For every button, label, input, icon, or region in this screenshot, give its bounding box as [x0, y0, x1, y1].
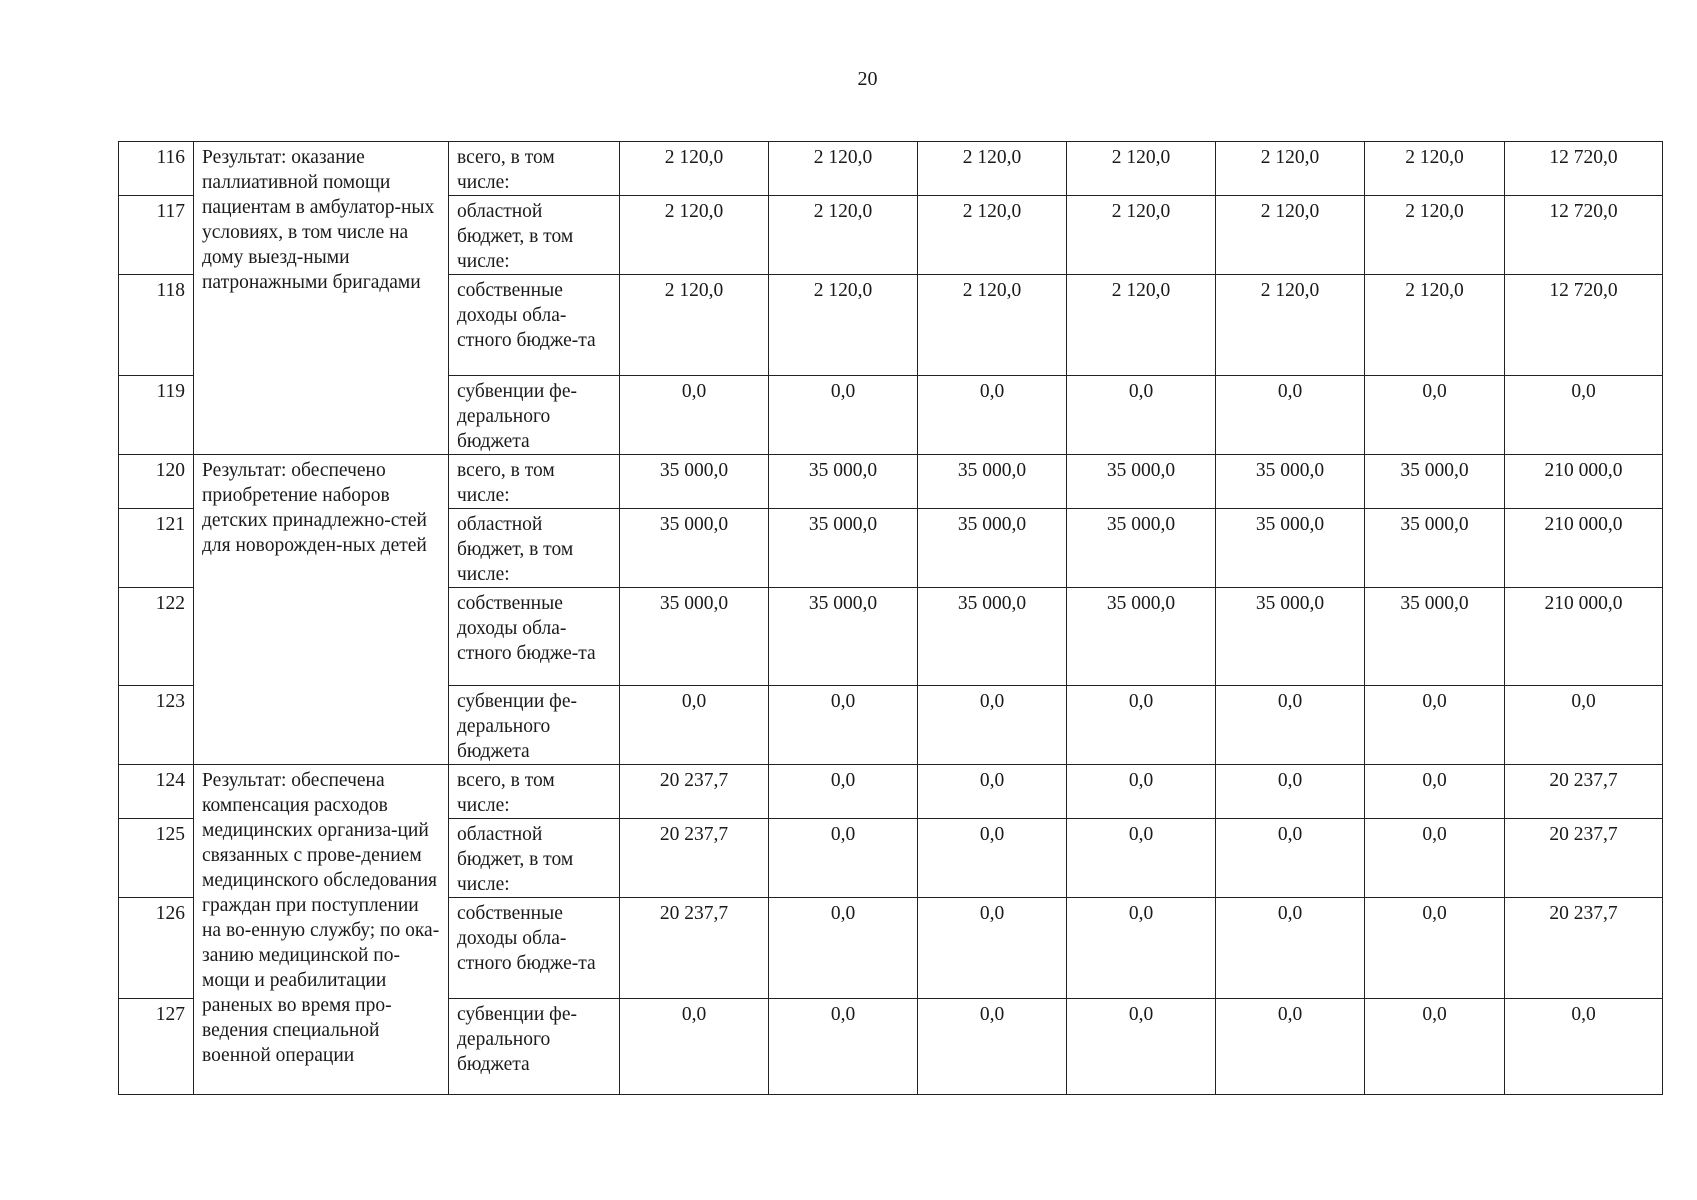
table-row — [119, 455, 1663, 509]
funding-category: собственные доходы обла-стного бюдже-та — [449, 275, 620, 376]
value-cell: 35 000,0 — [620, 455, 769, 509]
value-cell: 2 120,0 — [1067, 196, 1216, 275]
value-cell: 0,0 — [1067, 686, 1216, 765]
value-cell: 2 120,0 — [620, 196, 769, 275]
value-cell: 0,0 — [1365, 765, 1505, 819]
value-cell: 2 120,0 — [918, 275, 1067, 376]
value-cell: 20 237,7 — [620, 898, 769, 999]
value-cell: 2 120,0 — [769, 196, 918, 275]
value-cell: 0,0 — [769, 765, 918, 819]
value-cell: 2 120,0 — [769, 142, 918, 196]
value-cell: 35 000,0 — [1216, 509, 1365, 588]
total-cell: 12 720,0 — [1505, 275, 1663, 376]
total-cell: 12 720,0 — [1505, 142, 1663, 196]
total-cell: 210 000,0 — [1505, 455, 1663, 509]
funding-category: субвенции фе-дерального бюджета — [449, 376, 620, 455]
value-cell: 0,0 — [1365, 376, 1505, 455]
value-cell: 0,0 — [1216, 898, 1365, 999]
row-number: 116 — [119, 142, 194, 196]
row-number: 122 — [119, 588, 194, 686]
value-cell: 0,0 — [620, 686, 769, 765]
value-cell: 2 120,0 — [1067, 275, 1216, 376]
value-cell: 0,0 — [918, 765, 1067, 819]
row-number: 124 — [119, 765, 194, 819]
value-cell: 0,0 — [918, 819, 1067, 898]
value-cell: 0,0 — [1067, 376, 1216, 455]
value-cell: 35 000,0 — [620, 509, 769, 588]
value-cell: 35 000,0 — [769, 455, 918, 509]
value-cell: 0,0 — [1365, 898, 1505, 999]
value-cell: 2 120,0 — [1216, 275, 1365, 376]
value-cell: 0,0 — [1216, 999, 1365, 1095]
funding-category: всего, в том числе: — [449, 455, 620, 509]
value-cell: 2 120,0 — [918, 142, 1067, 196]
value-cell: 2 120,0 — [1365, 142, 1505, 196]
value-cell: 2 120,0 — [1216, 196, 1365, 275]
funding-category: всего, в том числе: — [449, 142, 620, 196]
result-description: Результат: оказание паллиативной помощи пациентам в амбулатор-ных условиях, в том числе на дому выезд-ными патронажными бригадами — [194, 142, 449, 455]
result-description: Результат: обеспечена компенсация расходов медицинских организа-ций связанных с прове-дением медицинского обследования граждан при поступлении на во-енную службу; по ока-занию медицинской по-мощи и реабилитации раненых во время про-ведения специальной военной операции — [194, 765, 449, 1095]
row-number: 126 — [119, 898, 194, 999]
value-cell: 35 000,0 — [620, 588, 769, 686]
value-cell: 0,0 — [918, 686, 1067, 765]
value-cell: 0,0 — [620, 376, 769, 455]
value-cell: 2 120,0 — [620, 142, 769, 196]
value-cell: 0,0 — [1067, 898, 1216, 999]
row-number: 119 — [119, 376, 194, 455]
value-cell: 0,0 — [1216, 819, 1365, 898]
row-number: 123 — [119, 686, 194, 765]
funding-category: областной бюджет, в том числе: — [449, 196, 620, 275]
value-cell: 0,0 — [769, 819, 918, 898]
value-cell: 0,0 — [1365, 686, 1505, 765]
value-cell: 0,0 — [769, 376, 918, 455]
value-cell: 0,0 — [769, 898, 918, 999]
value-cell: 35 000,0 — [1067, 588, 1216, 686]
value-cell: 0,0 — [1067, 999, 1216, 1095]
funding-category: собственные доходы обла-стного бюдже-та — [449, 898, 620, 999]
total-cell: 0,0 — [1505, 376, 1663, 455]
value-cell: 20 237,7 — [620, 819, 769, 898]
row-number: 118 — [119, 275, 194, 376]
value-cell: 35 000,0 — [1067, 509, 1216, 588]
funding-category: субвенции фе-дерального бюджета — [449, 686, 620, 765]
value-cell: 0,0 — [1216, 765, 1365, 819]
value-cell: 0,0 — [918, 999, 1067, 1095]
table-row — [119, 765, 1663, 819]
value-cell: 35 000,0 — [1365, 588, 1505, 686]
total-cell: 210 000,0 — [1505, 588, 1663, 686]
value-cell: 35 000,0 — [769, 588, 918, 686]
value-cell: 0,0 — [769, 686, 918, 765]
row-number: 125 — [119, 819, 194, 898]
value-cell: 20 237,7 — [620, 765, 769, 819]
value-cell: 0,0 — [1067, 819, 1216, 898]
funding-category: областной бюджет, в том числе: — [449, 509, 620, 588]
row-number: 117 — [119, 196, 194, 275]
value-cell: 0,0 — [620, 999, 769, 1095]
value-cell: 35 000,0 — [1365, 455, 1505, 509]
funding-category: всего, в том числе: — [449, 765, 620, 819]
row-number: 127 — [119, 999, 194, 1095]
total-cell: 20 237,7 — [1505, 819, 1663, 898]
row-number: 121 — [119, 509, 194, 588]
value-cell: 2 120,0 — [769, 275, 918, 376]
total-cell: 20 237,7 — [1505, 765, 1663, 819]
value-cell: 2 120,0 — [918, 196, 1067, 275]
value-cell: 0,0 — [1067, 765, 1216, 819]
funding-category: субвенции фе-дерального бюджета — [449, 999, 620, 1095]
total-cell: 0,0 — [1505, 686, 1663, 765]
total-cell: 12 720,0 — [1505, 196, 1663, 275]
value-cell: 35 000,0 — [1216, 455, 1365, 509]
value-cell: 0,0 — [1216, 376, 1365, 455]
funding-category: собственные доходы обла-стного бюдже-та — [449, 588, 620, 686]
total-cell: 20 237,7 — [1505, 898, 1663, 999]
value-cell: 2 120,0 — [1216, 142, 1365, 196]
value-cell: 2 120,0 — [1067, 142, 1216, 196]
value-cell: 35 000,0 — [918, 509, 1067, 588]
value-cell: 0,0 — [918, 898, 1067, 999]
total-cell: 0,0 — [1505, 999, 1663, 1095]
value-cell: 2 120,0 — [620, 275, 769, 376]
value-cell: 2 120,0 — [1365, 196, 1505, 275]
budget-table — [118, 141, 1663, 1095]
value-cell: 0,0 — [1365, 999, 1505, 1095]
funding-category: областной бюджет, в том числе: — [449, 819, 620, 898]
result-description: Результат: обеспечено приобретение наборов детских принадлежно-стей для новорожден-ных детей — [194, 455, 449, 765]
value-cell: 35 000,0 — [918, 455, 1067, 509]
value-cell: 35 000,0 — [1216, 588, 1365, 686]
table-row — [119, 142, 1663, 196]
row-number: 120 — [119, 455, 194, 509]
value-cell: 35 000,0 — [769, 509, 918, 588]
value-cell: 0,0 — [769, 999, 918, 1095]
value-cell: 0,0 — [1216, 686, 1365, 765]
value-cell: 35 000,0 — [918, 588, 1067, 686]
value-cell: 0,0 — [1365, 819, 1505, 898]
page-number: 20 — [857, 68, 878, 90]
value-cell: 35 000,0 — [1067, 455, 1216, 509]
value-cell: 0,0 — [918, 376, 1067, 455]
value-cell: 35 000,0 — [1365, 509, 1505, 588]
value-cell: 2 120,0 — [1365, 275, 1505, 376]
total-cell: 210 000,0 — [1505, 509, 1663, 588]
